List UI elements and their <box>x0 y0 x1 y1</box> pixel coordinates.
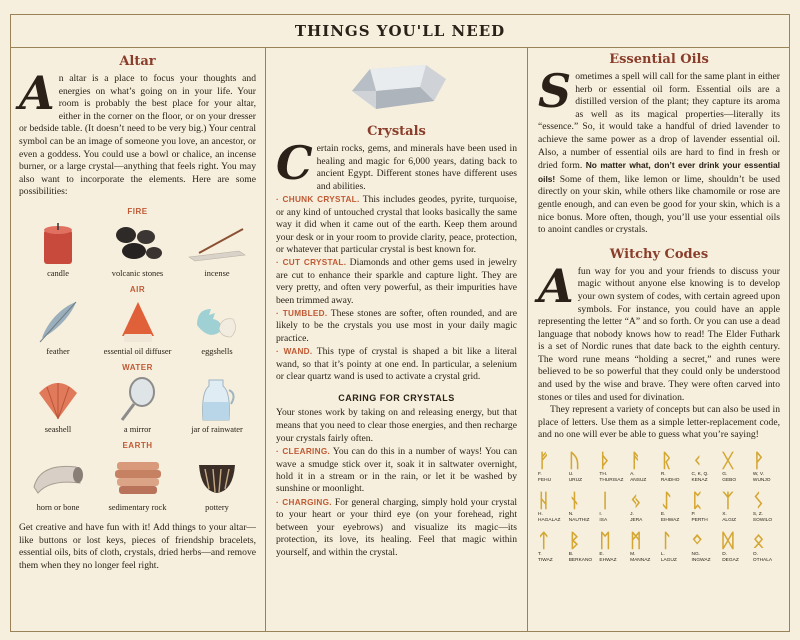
jar-icon <box>197 376 237 422</box>
rune-glyph: ᛉ <box>722 490 734 513</box>
rune-letter: A. <box>630 472 635 478</box>
rune-name: SOWILO <box>752 517 773 523</box>
bullet-cut: · CUT CRYSTAL. Diamonds and other gems used in jewelry are cut to enhance their sparkle and capture light. They are very pretty, and often very powerful, as their impurities have been trimmed away. <box>276 257 517 306</box>
rune-glyph: ᛟ <box>752 530 765 553</box>
bullet-charging-text: For general charging, simply hold your crystal to your heart or your third eye (on your forehead, right between your eyebrows) and visualize its magic—its protection, its love, its healing. Feel that magic within yourself, and within the crystal. <box>276 496 517 558</box>
rune-cell <box>569 490 596 523</box>
rune-name: ANSUZ <box>630 477 647 483</box>
bullet-wand-label: WAND. <box>283 347 313 357</box>
rune-cell <box>753 450 780 483</box>
rune-letter: S, Z. <box>752 512 764 518</box>
rune-name: ISA <box>599 517 608 523</box>
rune-letter: E. <box>660 512 666 518</box>
rune-letter: C, K, Q. <box>691 472 709 478</box>
rune-name: HAGALAZ <box>538 517 561 523</box>
oils-text <box>538 64 780 237</box>
rune-cell <box>661 450 688 483</box>
rock-item <box>99 453 177 513</box>
rune-row <box>538 490 780 523</box>
rune-cell <box>661 530 688 563</box>
pottery-item <box>178 453 256 513</box>
rune-cell <box>569 530 596 563</box>
bullet-tumbled-label: TUMBLED. <box>282 309 328 319</box>
bullet-cut-text: Diamonds and other gems used in jewelry are cut to enhance their sparkle and capture light. They are very pretty, and often very powerful, as their impurities have been trimmed away. <box>276 257 517 306</box>
rune-glyph: ᚲ <box>691 450 703 473</box>
rune-name: ALGIZ <box>722 517 737 523</box>
rune-cell <box>599 490 626 523</box>
seashell-item <box>19 375 97 435</box>
rune-glyph: ᚺ <box>538 490 550 513</box>
rune-cell <box>538 490 565 523</box>
rune-name: OTHALA <box>752 558 773 563</box>
volcanic-stones-caption: volcanic stones <box>111 268 164 278</box>
rune-name: MANNAZ <box>630 558 651 563</box>
altar-column <box>10 48 266 632</box>
candle-caption: candle <box>47 268 69 278</box>
rune-letter: U. <box>568 472 574 478</box>
crystal-icon <box>342 57 452 117</box>
rune-cell <box>661 490 688 523</box>
rune-cell <box>538 530 565 563</box>
rune-glyph: ᛖ <box>599 530 611 553</box>
rune-letter: R. <box>660 472 666 478</box>
mirror-caption: a mirror <box>123 424 152 434</box>
rune-cell <box>722 530 749 563</box>
rune-glyph: ᛒ <box>568 530 581 553</box>
rune-letter: I. <box>599 512 603 518</box>
rune-name: EIHWAZ <box>660 517 680 523</box>
rune-glyph: ᚠ <box>538 450 550 473</box>
incense-item <box>178 219 256 279</box>
seashell-icon <box>35 377 81 421</box>
rune-glyph: ᚨ <box>630 450 642 473</box>
page-title: THINGS YOU'LL NEED <box>10 14 790 48</box>
bullet-tumbled-text: These stones are softer, often rounded, and are likely to be the crystals you use most in your daily magic practice. <box>276 308 517 344</box>
rune-name: NAUTHIZ <box>568 517 590 523</box>
rune-row <box>538 530 780 563</box>
rune-glyph: ᛁ <box>599 490 611 513</box>
rune-cell <box>722 450 749 483</box>
rune-glyph: ᚱ <box>660 450 673 473</box>
rune-glyph: ᚾ <box>568 490 581 513</box>
incense-caption: incense <box>204 268 230 278</box>
fire-group <box>19 207 256 279</box>
horn-caption: horn or bone <box>36 502 80 512</box>
earth-label: EARTH <box>122 440 153 450</box>
rune-glyph: ᛜ <box>691 530 703 553</box>
oils-title: Essential Oils <box>609 52 709 67</box>
rune-letter: E. <box>599 552 604 558</box>
rune-name: JERA <box>630 517 643 523</box>
codes-dropcap: A <box>538 258 574 313</box>
volcanic-stones-icon <box>110 223 166 263</box>
water-group <box>19 363 256 435</box>
rune-cell <box>753 530 780 563</box>
altar-intro-text: n altar is a place to focus your thoughts and energies on what’s going on in your life. Your room is probably the best place for your altar, either in the corner on the floor, or on your dresser or bedside table. (It doesn’t need to be very big.) Your central symbol can be an image of someone you love, an ancestor, or even a goddess. You could use a bowl or chalice, an incense burner, or a large crystal—anything that feels right. You may also want to incorporate the elements. Here are some possibilities: <box>19 73 256 198</box>
candle-item <box>19 219 97 279</box>
rune-name: EHWAZ <box>599 558 617 563</box>
rune-glyph: ᛊ <box>752 490 765 513</box>
eggshells-item <box>178 297 256 357</box>
jar-caption: jar of rainwater <box>191 424 243 434</box>
feather-caption: feather <box>46 346 70 356</box>
rune-name: LAGUZ <box>660 558 677 563</box>
bullet-clearing-label: CLEARING. <box>282 447 331 457</box>
rune-letter: M. <box>630 552 636 558</box>
rune-letter: G. <box>722 472 728 478</box>
rune-name: FEHU <box>538 477 552 483</box>
altar-outro: Get creative and have fun with it! Add things to your altar—like buttons or lost keys, pieces of friendship bracelets, essential oils, bits of cloth, crystals, dried herbs—and remove them when they no longer feel right. <box>19 521 256 571</box>
rune-name: THURISAZ <box>599 477 624 483</box>
rune-cell <box>630 490 657 523</box>
rune-letter: T. <box>538 552 542 558</box>
rune-cell <box>692 450 719 483</box>
rune-letter: F. <box>538 472 542 478</box>
rune-letter: J. <box>630 512 634 518</box>
rune-letter: TH. <box>599 472 608 478</box>
air-label: AIR <box>129 284 146 294</box>
crystals-intro-text: ertain rocks, gems, and minerals have been used in healing and magic for 6,000 years, dating back to ancient Egypt. Different stones have different uses and abilities. <box>316 143 517 192</box>
rune-glyph: ᚦ <box>599 450 611 473</box>
rune-row <box>538 450 780 483</box>
bullet-wand: · WAND. This type of crystal is shaped a bit like a literal wand, so that it’s pointy at one end. In particular, a selenium or clear quartz wand is used to activate a crystal grid. <box>276 346 517 383</box>
bullet-chunk-text: This includes geodes, pyrite, turquoise, or any kind of untouched crystal that looks basically the same way it did when it came out of the earth. Keep them around your desk or in your room to provide clarity, peace, protection, or whatever that particular crystal is best known for. <box>276 194 518 255</box>
rune-cell <box>692 530 719 563</box>
caring-title: CARING FOR CRYSTALS <box>338 393 455 404</box>
feather-icon <box>36 298 80 344</box>
mirror-item <box>99 375 177 435</box>
codes-text <box>538 258 780 405</box>
rune-cell <box>599 450 626 483</box>
rune-letter: P. <box>691 512 696 518</box>
bullet-clearing-text: You can do this in a number of ways! You can wave a smudge stick over it, soak it in saltwater overnight, hold it in a stream or in the rain, or let it be washed by sunshine or moonlight. <box>276 446 517 495</box>
oils-codes-column <box>528 48 790 632</box>
crystal-image <box>276 52 517 122</box>
rune-glyph: ᛗ <box>630 530 642 553</box>
volcanic-stones-item <box>99 219 177 279</box>
rune-cell <box>538 450 565 483</box>
rune-glyph: ᚢ <box>568 450 581 473</box>
rune-glyph: ᛃ <box>630 490 642 513</box>
rune-glyph: ᛞ <box>722 530 734 553</box>
eggshells-icon <box>193 301 241 341</box>
rune-letter: N. <box>568 512 574 518</box>
rune-glyph: ᛚ <box>660 530 673 553</box>
rune-name: TIWAZ <box>538 558 553 563</box>
rune-cell <box>692 490 719 523</box>
rune-letter: D. <box>722 552 728 558</box>
rune-cell <box>599 530 626 563</box>
rune-glyph: ᛈ <box>691 490 703 513</box>
oils-text-a: ometimes a spell will call for the same plant in either herb or essential oil form. Essential oils are a distilled version of the plant; they capture its aroma as well as its magical properties—literally its “essence.” So, it would take a handful of dried lavender to achieve the same power as a drop of lavender essential oil. Also, a number of essential oils are hard to find in fresh or dried form. <box>538 71 780 172</box>
rune-name: KENAZ <box>691 477 708 483</box>
bullet-charging-label: CHARGING. <box>282 497 332 507</box>
oils-dropcap: S <box>538 64 572 118</box>
rune-letter: W, V. <box>752 472 764 478</box>
mirror-icon <box>116 376 160 422</box>
codes-text-a: fun way for you and your friends to discuss your magic without anyone else knowing is to develop your own system of codes, with certain agreed upon symbols. For instance, you could have an apple representing the letter “A” and so forth. Or you can use a dead language that nobody knows how to read! The Elder Futhark is a set of Nordic runes that date back to the eighth century. The word rune means “holding a secret,” and runes were believed to be so powerful that they could only be understood and used by the wise and brave. They were often carved into stones or tiles and used for divination. <box>538 265 780 403</box>
pottery-icon <box>195 457 239 497</box>
rune-name: DEGAZ <box>722 558 739 563</box>
rune-letter: X. <box>722 512 727 518</box>
rune-cell <box>630 450 657 483</box>
bullet-charging: · CHARGING. For general charging, simply hold your crystal to your heart or your third eye (on your forehead, right between your eyebrows) and visualize its magic—its protection, its love, its healing. Feel that magic within yourself, and within the crystal. <box>276 496 517 558</box>
crystals-column <box>266 48 528 632</box>
rune-cell <box>569 450 596 483</box>
rune-glyph: ᛏ <box>538 530 550 553</box>
incense-icon <box>185 223 249 263</box>
bullet-cut-label: CUT CRYSTAL. <box>282 258 347 268</box>
candle-icon <box>38 220 78 266</box>
rune-letter: B. <box>568 552 574 558</box>
diffuser-caption: essential oil diffuser <box>103 346 172 356</box>
bullet-chunk-label: CHUNK CRYSTAL. <box>282 195 360 205</box>
diffuser-item <box>99 297 177 357</box>
altar-intro <box>19 66 256 199</box>
rock-caption: sedimentary rock <box>108 502 167 512</box>
rune-letter: L. <box>660 552 665 558</box>
seashell-caption: seashell <box>44 424 72 434</box>
rune-letter: H. <box>538 512 543 518</box>
oils-text-b: Some of them, like lemon or lime, shouldn’t be used directly on your skin, while others like chamomile or rose are gentle enough, and can even be good for your skin, which is a nice bonus. More often, though, you’ll use your essential oils to anoint candles or crystals. <box>538 173 780 236</box>
rune-name: INGWAZ <box>691 558 711 563</box>
rune-name: URUZ <box>568 477 583 483</box>
rune-table <box>538 450 780 564</box>
caring-intro: Your stones work by taking on and releasing energy, but that means that you need to clear those energies, and then recharge your crystals fairly often. <box>276 407 517 444</box>
rune-name: PERTH <box>691 517 708 523</box>
rune-cell <box>722 490 749 523</box>
eggshells-caption: eggshells <box>201 346 233 356</box>
rune-name: GEBO <box>722 477 737 483</box>
horn-icon <box>30 457 86 497</box>
earth-group <box>19 441 256 513</box>
rune-cell <box>753 490 780 523</box>
codes-title: Witchy Codes <box>609 246 709 262</box>
bullet-wand-text: This type of crystal is shaped a bit like a literal wand, so that it’s pointy at one end. In particular, a selenium or clear quartz wand is used to activate a crystal grid. <box>276 346 517 383</box>
horn-item <box>19 453 97 513</box>
water-label: WATER <box>122 362 153 372</box>
crystals-dropcap: C <box>276 136 313 190</box>
altar-title: Altar <box>119 54 156 69</box>
oils-warning: No matter what, don’t ever drink your essential oils! <box>538 160 780 184</box>
rune-name: BERKANO <box>568 558 593 563</box>
sedimentary-rock-icon <box>113 456 163 498</box>
rune-name: WUNJO <box>752 477 771 483</box>
bullet-tumbled: · TUMBLED. These stones are softer, often rounded, and are likely to be the crystals you use most in your daily magic practice. <box>276 308 517 344</box>
rune-glyph: ᚹ <box>752 450 765 473</box>
rune-letter: O. <box>752 552 758 558</box>
rune-glyph: ᛇ <box>660 490 673 513</box>
bullet-clearing: · CLEARING. You can do this in a number of ways! You can wave a smudge stick over it, soak it in saltwater overnight, hold it in a stream or in the rain, or let it be washed by sunshine or moonlight. <box>276 446 517 495</box>
altar-dropcap: A <box>19 66 55 120</box>
feather-item <box>19 297 97 357</box>
rune-name: RAIDHO <box>660 477 680 483</box>
diffuser-icon <box>118 298 158 344</box>
crystals-intro <box>276 136 517 193</box>
codes-text-b: They represent a variety of concepts but can also be used in place of letters. Use them as a simple letter-replacement code, and no one will ever be able to guess what you’re saying! <box>538 404 780 441</box>
jar-item <box>178 375 256 435</box>
rune-letter: NG. <box>691 552 701 558</box>
fire-label: FIRE <box>127 206 148 216</box>
air-group <box>19 285 256 357</box>
bullet-chunk: · CHUNK CRYSTAL. This includes geodes, pyrite, turquoise, or any kind of untouched crystal that looks basically the same way it did when it came out of the earth. Keep them around your desk or in your room to provide clarity, peace, protection, or whatever that particular crystal is best known for. <box>276 194 518 255</box>
pottery-caption: pottery <box>205 502 229 512</box>
rune-glyph: ᚷ <box>722 450 734 473</box>
rune-cell <box>630 530 657 563</box>
crystals-title: Crystals <box>367 124 426 139</box>
